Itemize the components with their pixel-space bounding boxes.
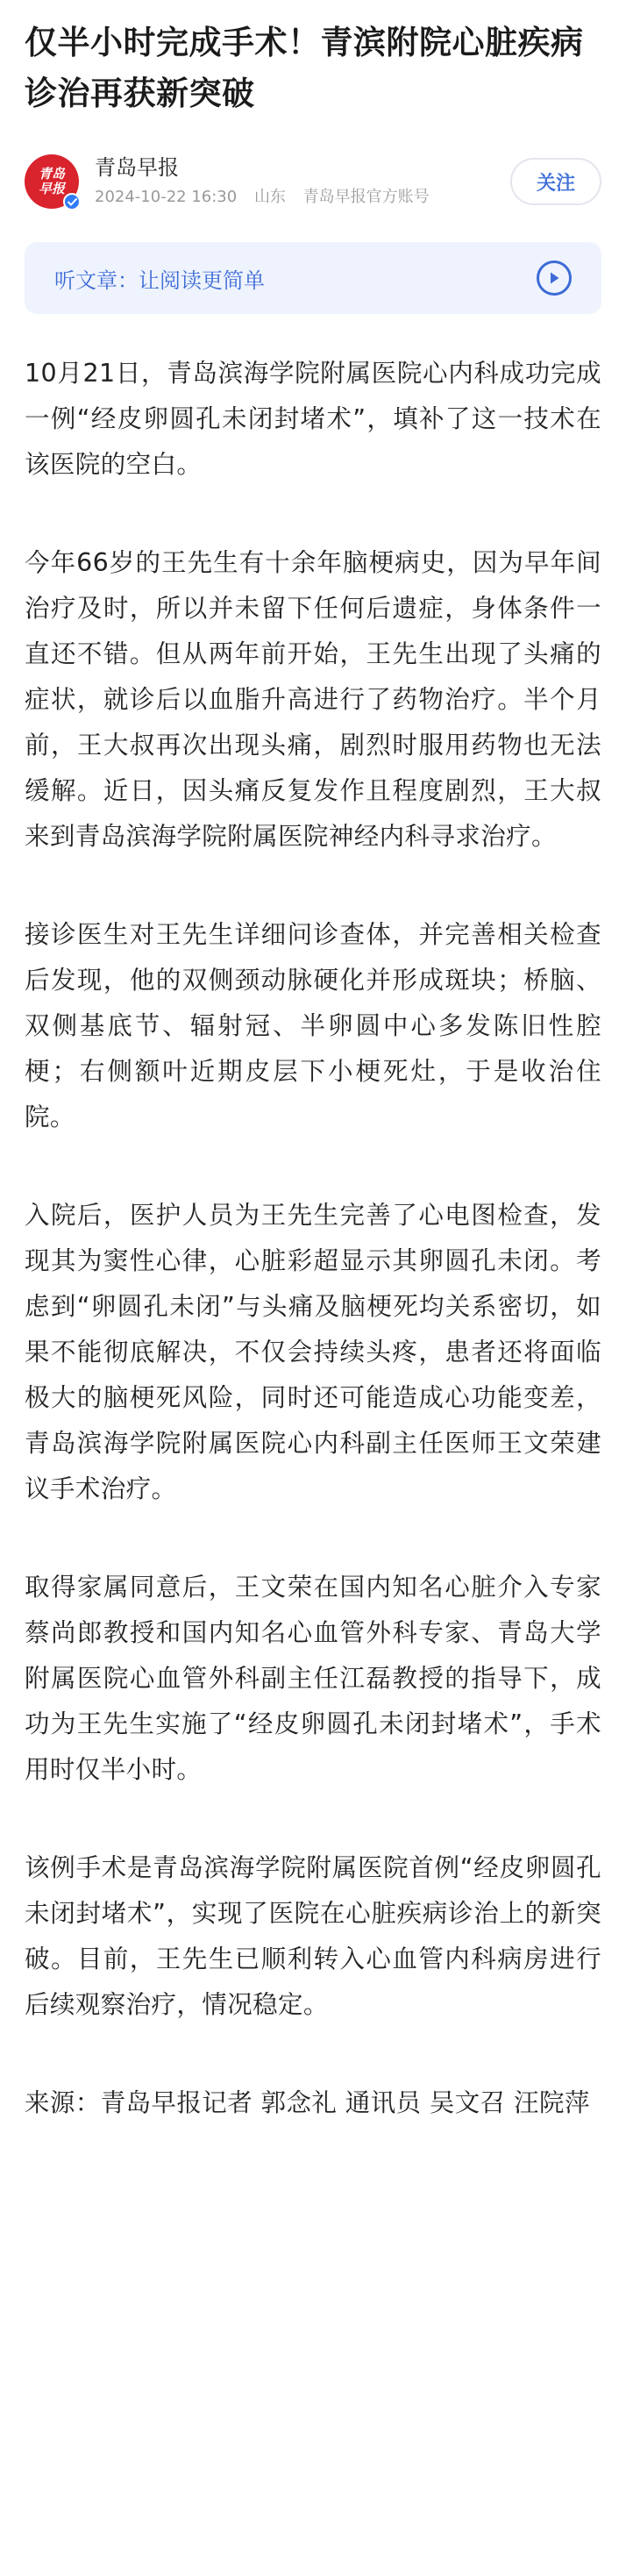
listen-article-bar[interactable] <box>25 242 601 314</box>
author-info <box>95 153 510 210</box>
publish-meta <box>95 185 510 210</box>
article-paragraph: 入院后，医护人员为王先生完善了心电图检查，发现其为窦性心律，心脏彩超显示其卵圆孔未闭。考虑到“卵圆孔未闭”与头痛及脑梗死均关系密切，如果不能彻底解决，不仅会持续头疼，患者还将面临极大的脑梗死风险，同时还可能造成心功能变差，青岛滨海学院附属医院心内科副主任医师王文荣建议手术治疗。 <box>25 1201 601 1503</box>
article-paragraph: 该例手术是青岛滨海学院附属医院首例“经皮卵圆孔未闭封堵术”，实现了医院在心脏疾病诊治上的新突破。目前，王先生已顺利转入心血管内科病房进行后续观察治疗，情况稳定。 <box>25 1853 601 2019</box>
verified-badge-icon <box>63 193 81 211</box>
author-name[interactable]: 青岛早报 <box>95 155 179 180</box>
listen-label: 听文章：让阅读更简单 <box>54 268 265 293</box>
article-source: 来源：青岛早报记者 郭念礼 通讯员 吴文召 汪院萍 <box>25 2088 590 2117</box>
publish-date: 2024-10-22 16:30 <box>95 188 238 206</box>
follow-button[interactable]: 关注 <box>510 158 601 205</box>
article-title: 仅半小时完成手术！青滨附院心脏疾病诊治再获新突破 <box>25 24 584 112</box>
author-row <box>25 149 601 214</box>
account-type: 青岛早报官方账号 <box>302 188 430 206</box>
article-paragraph: 接诊医生对王先生详细问诊查体，并完善相关检查后发现，他的双侧颈动脉硬化并形成斑块；桥脑、双侧基底节、辐射冠、半卵圆中心多发陈旧性腔梗；右侧额叶近期皮层下小梗死灶，于是收治住院。 <box>25 920 601 1131</box>
article-paragraph: 取得家属同意后，王文荣在国内知名心脏介入专家蔡尚郎教授和国内知名心血管外科专家、青岛大学附属医院心血管外科副主任江磊教授的指导下，成功为王先生实施了“经皮卵圆孔未闭封堵术”，手术用时仅半小时。 <box>25 1573 601 1784</box>
avatar[interactable] <box>25 154 79 209</box>
article-paragraph: 今年66岁的王先生有十余年脑梗病史，因为早年间治疗及时，所以并未留下任何后遗症，身体条件一直还不错。但从两年前开始，王先生出现了头痛的症状，就诊后以血脂升高进行了药物治疗。半个月前，王大叔再次出现头痛，剧烈时服用药物也无法缓解。近日，因头痛反复发作且程度剧烈，王大叔来到青岛滨海学院附属医院神经内科寻求治疗。 <box>25 548 601 851</box>
play-icon[interactable] <box>537 260 572 296</box>
article-body <box>25 351 601 2126</box>
avatar-logo-text: 青岛早报 <box>38 166 65 196</box>
publish-location: 山东 <box>253 188 286 206</box>
article-paragraph: 10月21日，青岛滨海学院附属医院心内科成功完成一例“经皮卵圆孔未闭封堵术”，填补了这一技术在该医院的空白。 <box>25 359 601 479</box>
